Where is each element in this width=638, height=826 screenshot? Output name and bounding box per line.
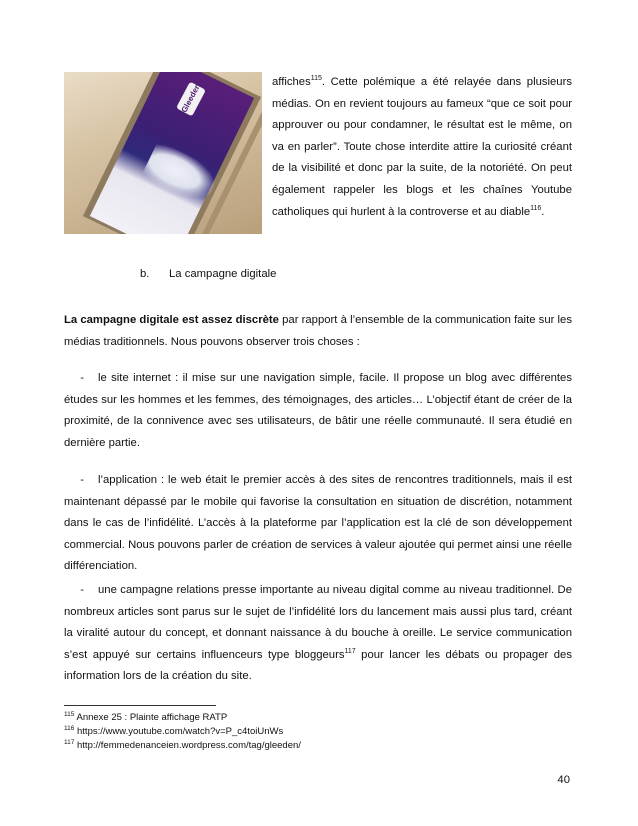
bullet-text: l’application : le web était le premier accès à des sites de rencontres traditionnels, mais il est maintenant dépassé par le mobile qui favorise la consultation en situation de discrétion, notamment dans le cas de l’infidélité. L’accès à la plateforme par l’application est la clé de son développement commercial. Nous pouvons parler de création de services à valeur ajoutée qui permet ainsi une réelle différenciation. (64, 474, 572, 573)
bullet-dash: - (80, 584, 84, 596)
footnote-text: https://www.youtube.com/watch?v=P_c4toiUnWs (74, 726, 284, 737)
section-letter: b. (140, 268, 150, 280)
bullet-press (64, 580, 572, 688)
footnote-ref-117: 117 (344, 648, 356, 656)
footnote-text: http://femmedenanceien.wordpress.com/tag/gleeden/ (74, 740, 301, 751)
footnote-ref-115: 115 (310, 75, 322, 83)
bullet-site (64, 368, 572, 454)
bullet-text-b: pour lancer les débats ou propager des information lors de la création du site. (64, 648, 572, 683)
bullet-dash: - (80, 474, 84, 486)
page-number: 40 (557, 774, 570, 786)
footnote-116 (64, 725, 283, 739)
footnote-number: 115 (64, 710, 75, 718)
right-text-2: . Cette polémique a été relayée dans plusieurs médias. On en revient toujours au fameux “que ce soit pour approuver ou pour condamner, le résultat est le même, on va en parler”. Toute chose interdite attire la curiosité créant de la visibilité et donc par la suite, de la notoriété. On peut également rappeler les blogs et les chaînes Youtube catholiques qui hurlent à la controverse et au diable (272, 76, 572, 218)
photo-logo: Gleeden (176, 82, 206, 117)
intro-paragraph (64, 310, 572, 353)
right-text-1: affiches (272, 76, 311, 88)
footnote-ref-116: 116 (530, 204, 542, 212)
right-text-3: . (541, 205, 545, 218)
section-title: La campagne digitale (169, 268, 277, 280)
footnote-number: 117 (64, 738, 75, 746)
footnote-115 (64, 711, 227, 725)
intro-rest: par rapport à l’ensemble de la communication faite sur les médias traditionnels. Nous pouvons observer trois choses : (64, 314, 572, 348)
footnote-rule (64, 705, 216, 706)
poster-photo (64, 72, 262, 234)
right-column-paragraph (272, 72, 572, 223)
footnote-text: Annexe 25 : Plainte affichage RATP (74, 712, 228, 723)
bullet-text-a: une campagne relations presse importante au niveau digital comme au niveau traditionnel. De nombreux articles sont parus sur le sujet de l’infidélité lors du lancement mais aussi plus tard, créant la viralité autour du concept, et donnant naissance à du bouche à oreille. Le service communication s’est appuyé sur certains influenceurs type bloggeurs (64, 584, 572, 661)
footnote-117 (64, 739, 301, 753)
bullet-dash: - (80, 372, 84, 384)
footnote-number: 116 (64, 724, 75, 732)
bullet-application (64, 470, 572, 578)
bullet-text: le site internet : il mise sur une navigation simple, facile. Il propose un blog avec différentes études sur les hommes et les femmes, des témoignages, des articles… L’objectif étant de créer de la proximité, de la connivence avec ses utilisateurs, de bâtir une réelle communauté. Il sera étudié en dernière partie. (64, 372, 572, 449)
intro-bold: La campagne digitale est assez discrète (64, 314, 279, 326)
